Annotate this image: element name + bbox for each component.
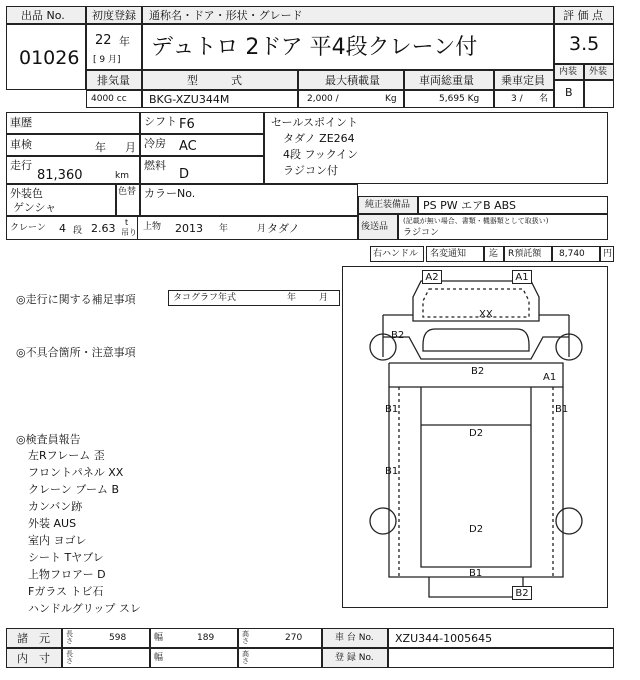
mark-xx: XX <box>479 309 493 320</box>
gross-weight: 5,695 Kg <box>439 94 480 104</box>
mark-a1: A1 <box>515 272 529 283</box>
max-load-label-cell <box>298 70 404 90</box>
mark-b1-left-upper: B1 <box>385 404 399 415</box>
fuel-cell <box>140 156 264 184</box>
model-name-label: 通称名・ドア・形状・グレード <box>149 9 303 22</box>
mark-a1-box <box>512 270 532 284</box>
height-label: 高さ <box>242 630 249 645</box>
interior-label-cell <box>554 64 584 80</box>
name-change: 名変通知 <box>430 249 467 259</box>
name-change-cell <box>426 246 484 262</box>
mount-label: 上物 <box>143 222 162 232</box>
bed-floor <box>421 387 531 567</box>
windshield <box>423 329 529 351</box>
mileage-unit: km <box>115 171 129 181</box>
reg-no-label-cell <box>322 648 388 668</box>
first-reg-label-cell <box>86 6 142 24</box>
sales-point-1: タダノ ZE264 <box>283 132 355 145</box>
score-label: 評 価 点 <box>563 9 603 22</box>
inspector-item-1: 左Rフレーム 歪 <box>28 449 105 462</box>
color-change-cell <box>116 184 140 216</box>
inspector-item-9: Fガラス トビ石 <box>28 585 104 598</box>
crane-capacity: 2.63 <box>91 222 116 235</box>
mark-b2-tail: B2 <box>515 588 529 599</box>
score-label-cell <box>554 6 614 24</box>
inspector-item-5: 外装 AUS <box>28 517 77 530</box>
lot-label: 出品 No. <box>21 9 65 22</box>
length: 598 <box>109 633 127 643</box>
ac: AC <box>179 139 197 154</box>
mount-month-unit: 月 <box>257 224 267 234</box>
width-label: 幅 <box>154 633 164 643</box>
displacement-label-cell <box>86 70 142 90</box>
equipment-label: 純正装備品 <box>365 200 411 210</box>
inspector-item-6: 室内 ヨゴレ <box>28 534 87 547</box>
travel-notes-label: ◎走行に関する補足事項 <box>16 293 136 306</box>
mount-maker: タダノ <box>267 222 300 235</box>
model-name: デュトロ 2ドア 平4段クレーン付 <box>151 35 478 60</box>
warning-cell <box>484 246 504 262</box>
first-reg-label: 初度登録 <box>92 9 136 22</box>
shaken-label: 車検 <box>10 138 32 151</box>
width: 189 <box>197 633 215 643</box>
width-cell <box>150 628 238 648</box>
cab-inner <box>423 289 529 317</box>
interior-grade-cell <box>554 80 584 108</box>
sales-points-label: セールスポイント <box>271 116 359 129</box>
bed-outline <box>389 387 563 577</box>
ac-label: 冷房 <box>144 137 166 150</box>
exterior-label-cell <box>584 64 614 80</box>
tachograph-label: タコグラフ年式 <box>173 293 237 303</box>
aftermarket-cell <box>398 214 608 240</box>
color-change-label: 色替 <box>118 187 137 197</box>
capacity: 3 / <box>511 94 523 104</box>
model-name-cell <box>142 24 554 70</box>
inspector-item-3: クレーン ブーム B <box>28 483 119 496</box>
model-code-cell <box>142 90 298 108</box>
length-label: 長さ <box>66 630 73 645</box>
cab-roof <box>413 281 539 321</box>
displacement: 4000 cc <box>91 94 127 104</box>
sales-point-2: 4段 フックイン <box>283 148 359 161</box>
tail <box>429 577 523 597</box>
capacity-unit: 名 <box>539 94 549 104</box>
max-load: 2,000 / <box>307 94 339 104</box>
mark-a2: A2 <box>425 272 439 283</box>
gross-weight-cell <box>404 90 494 108</box>
color-no-label: カラーNo. <box>144 187 196 200</box>
first-reg-month: [ 9 月] <box>93 55 121 65</box>
inner-height-cell <box>238 648 322 668</box>
mark-b2-cab: B2 <box>391 330 405 341</box>
mark-b1-right-upper: B1 <box>555 404 569 415</box>
reg-no-label: 登 録 No. <box>335 653 374 663</box>
r-unit: 円 <box>603 249 613 259</box>
height: 270 <box>285 633 303 643</box>
displacement-cell <box>86 90 142 108</box>
inner-width-cell <box>150 648 238 668</box>
inspector-item-8: 上物フロアー D <box>28 568 106 581</box>
fuel-label: 燃料 <box>144 159 166 172</box>
capacity-label: 乗車定員 <box>501 74 545 87</box>
inspector-item-7: シート Tヤブレ <box>28 551 104 564</box>
mileage-label: 走行 <box>10 159 32 172</box>
exterior-label: 外装 <box>589 67 608 77</box>
lot-number-cell <box>6 24 86 90</box>
inner-label-cell <box>6 648 62 668</box>
history-label: 車歴 <box>10 116 32 129</box>
reg-no-cell <box>388 648 614 668</box>
sales-point-3: ラジコン付 <box>283 164 338 177</box>
inner-length-cell <box>62 648 150 668</box>
shaken-cell <box>6 134 140 156</box>
ext-color: ゲンシャ <box>13 201 57 214</box>
ext-color-cell <box>6 184 116 216</box>
tachograph-cell <box>168 290 340 306</box>
equipment-label-cell <box>358 196 418 214</box>
r-amount: 8,740 <box>559 249 585 259</box>
max-load-label: 最大積載量 <box>325 74 380 87</box>
inner-height-label: 高さ <box>242 650 249 665</box>
score: 3.5 <box>569 33 600 55</box>
aftermarket-note: (記載が無い場合、書類・機器類として取扱い) <box>403 217 549 225</box>
mark-a2-box <box>422 270 442 284</box>
interior-grade: B <box>565 86 573 99</box>
crane-capacity-unit-bottom: 吊り <box>121 228 137 237</box>
cab-door-line <box>383 337 569 359</box>
tachograph-month-unit: 月 <box>319 293 329 303</box>
capacity-label-cell <box>494 70 554 90</box>
aftermarket-label-cell <box>358 214 398 240</box>
mark-d2-upper: D2 <box>469 428 484 439</box>
r-amount-cell <box>552 246 600 262</box>
crane-stages-unit: 段 <box>73 226 83 236</box>
max-load-cell <box>298 90 404 108</box>
ext-color-label: 外装色 <box>10 187 43 200</box>
aftermarket-label: 後送品 <box>361 222 389 232</box>
bed-inner-dash <box>399 387 553 577</box>
ac-cell <box>140 134 264 156</box>
mileage-cell <box>6 156 140 184</box>
gross-weight-label: 車両総重量 <box>419 74 474 87</box>
displacement-label: 排気量 <box>97 74 130 87</box>
lot-label-cell <box>6 6 86 24</box>
chassis-label-cell <box>322 628 388 648</box>
warning-label: 迄 <box>489 249 499 259</box>
model-name-label-cell <box>142 6 554 24</box>
rear-right-wheel <box>556 508 582 534</box>
exterior-grade-cell <box>584 80 614 108</box>
first-reg-cell <box>86 24 142 70</box>
defects-label: ◎不具合箇所・注意事項 <box>16 346 136 359</box>
chassis-no: XZU344-1005645 <box>395 632 493 645</box>
right-hand-cell <box>370 246 424 262</box>
interior-label: 内装 <box>559 67 578 77</box>
shift-cell <box>140 112 264 134</box>
crane-capacity-unit-top: t <box>125 218 129 227</box>
chassis-cell <box>388 628 614 648</box>
chassis-label: 車 台 No. <box>335 633 374 643</box>
length-cell <box>62 628 150 648</box>
aftermarket-value: ラジコン <box>403 228 440 238</box>
mark-d2-lower: D2 <box>469 524 484 535</box>
right-hand: 右ハンドル <box>373 249 419 259</box>
inspector-item-2: フロントパネル XX <box>28 466 124 479</box>
mount-year: 2013 <box>175 222 203 235</box>
crane-row <box>6 216 358 240</box>
inspector-item-10: ハンドルグリップ スレ <box>28 602 141 615</box>
shaken-month-unit: 月 <box>125 141 136 154</box>
r-unit-cell <box>600 246 614 262</box>
model-code: BKG-XZU344M <box>149 93 230 106</box>
year-unit: 年 <box>119 35 130 48</box>
capacity-cell <box>494 90 554 108</box>
score-cell <box>554 24 614 64</box>
sales-points-cell <box>264 112 608 184</box>
crane-label: クレーン <box>10 223 46 233</box>
lot-number: 01026 <box>19 47 80 69</box>
shift-label: シフト <box>144 115 177 128</box>
r-reading-label: R預託額 <box>508 249 542 259</box>
inspector-item-4: カンバン跡 <box>28 500 83 513</box>
gross-weight-label-cell <box>404 70 494 90</box>
damage-diagram <box>342 266 608 608</box>
crane-stages: 4 <box>59 222 66 235</box>
first-reg-year: 22 <box>95 33 112 48</box>
mount-year-unit: 年 <box>219 224 229 234</box>
inner-width-label: 幅 <box>154 653 164 663</box>
dims-label: 諸 元 <box>17 632 50 645</box>
rear-left-wheel <box>370 508 396 534</box>
model-code-label-cell <box>142 70 298 90</box>
equipment: PS PW エアB ABS <box>423 199 517 212</box>
r-reading-label-cell <box>504 246 552 262</box>
max-load-unit: Kg <box>385 94 397 104</box>
mileage: 81,360 <box>37 168 83 183</box>
height-cell <box>238 628 322 648</box>
mark-a1-right: A1 <box>543 372 557 383</box>
mark-b2-box <box>512 586 532 600</box>
inspector-label: ◎検査員報告 <box>16 433 81 446</box>
shift: F6 <box>179 117 195 132</box>
fuel: D <box>179 167 190 182</box>
history-cell <box>6 112 140 134</box>
inner-length-label: 長さ <box>66 650 73 665</box>
color-no-cell <box>140 184 358 216</box>
mark-b1-tail: B1 <box>469 568 483 579</box>
mark-b2-front: B2 <box>471 366 485 377</box>
mark-b1-left-lower: B1 <box>385 466 399 477</box>
dims-label-cell <box>6 628 62 648</box>
equipment-cell <box>418 196 608 214</box>
tachograph-year-unit: 年 <box>287 293 297 303</box>
inner-label: 内 寸 <box>17 652 50 665</box>
model-code-label: 型 式 <box>187 74 242 87</box>
shaken-year-unit: 年 <box>95 141 106 154</box>
